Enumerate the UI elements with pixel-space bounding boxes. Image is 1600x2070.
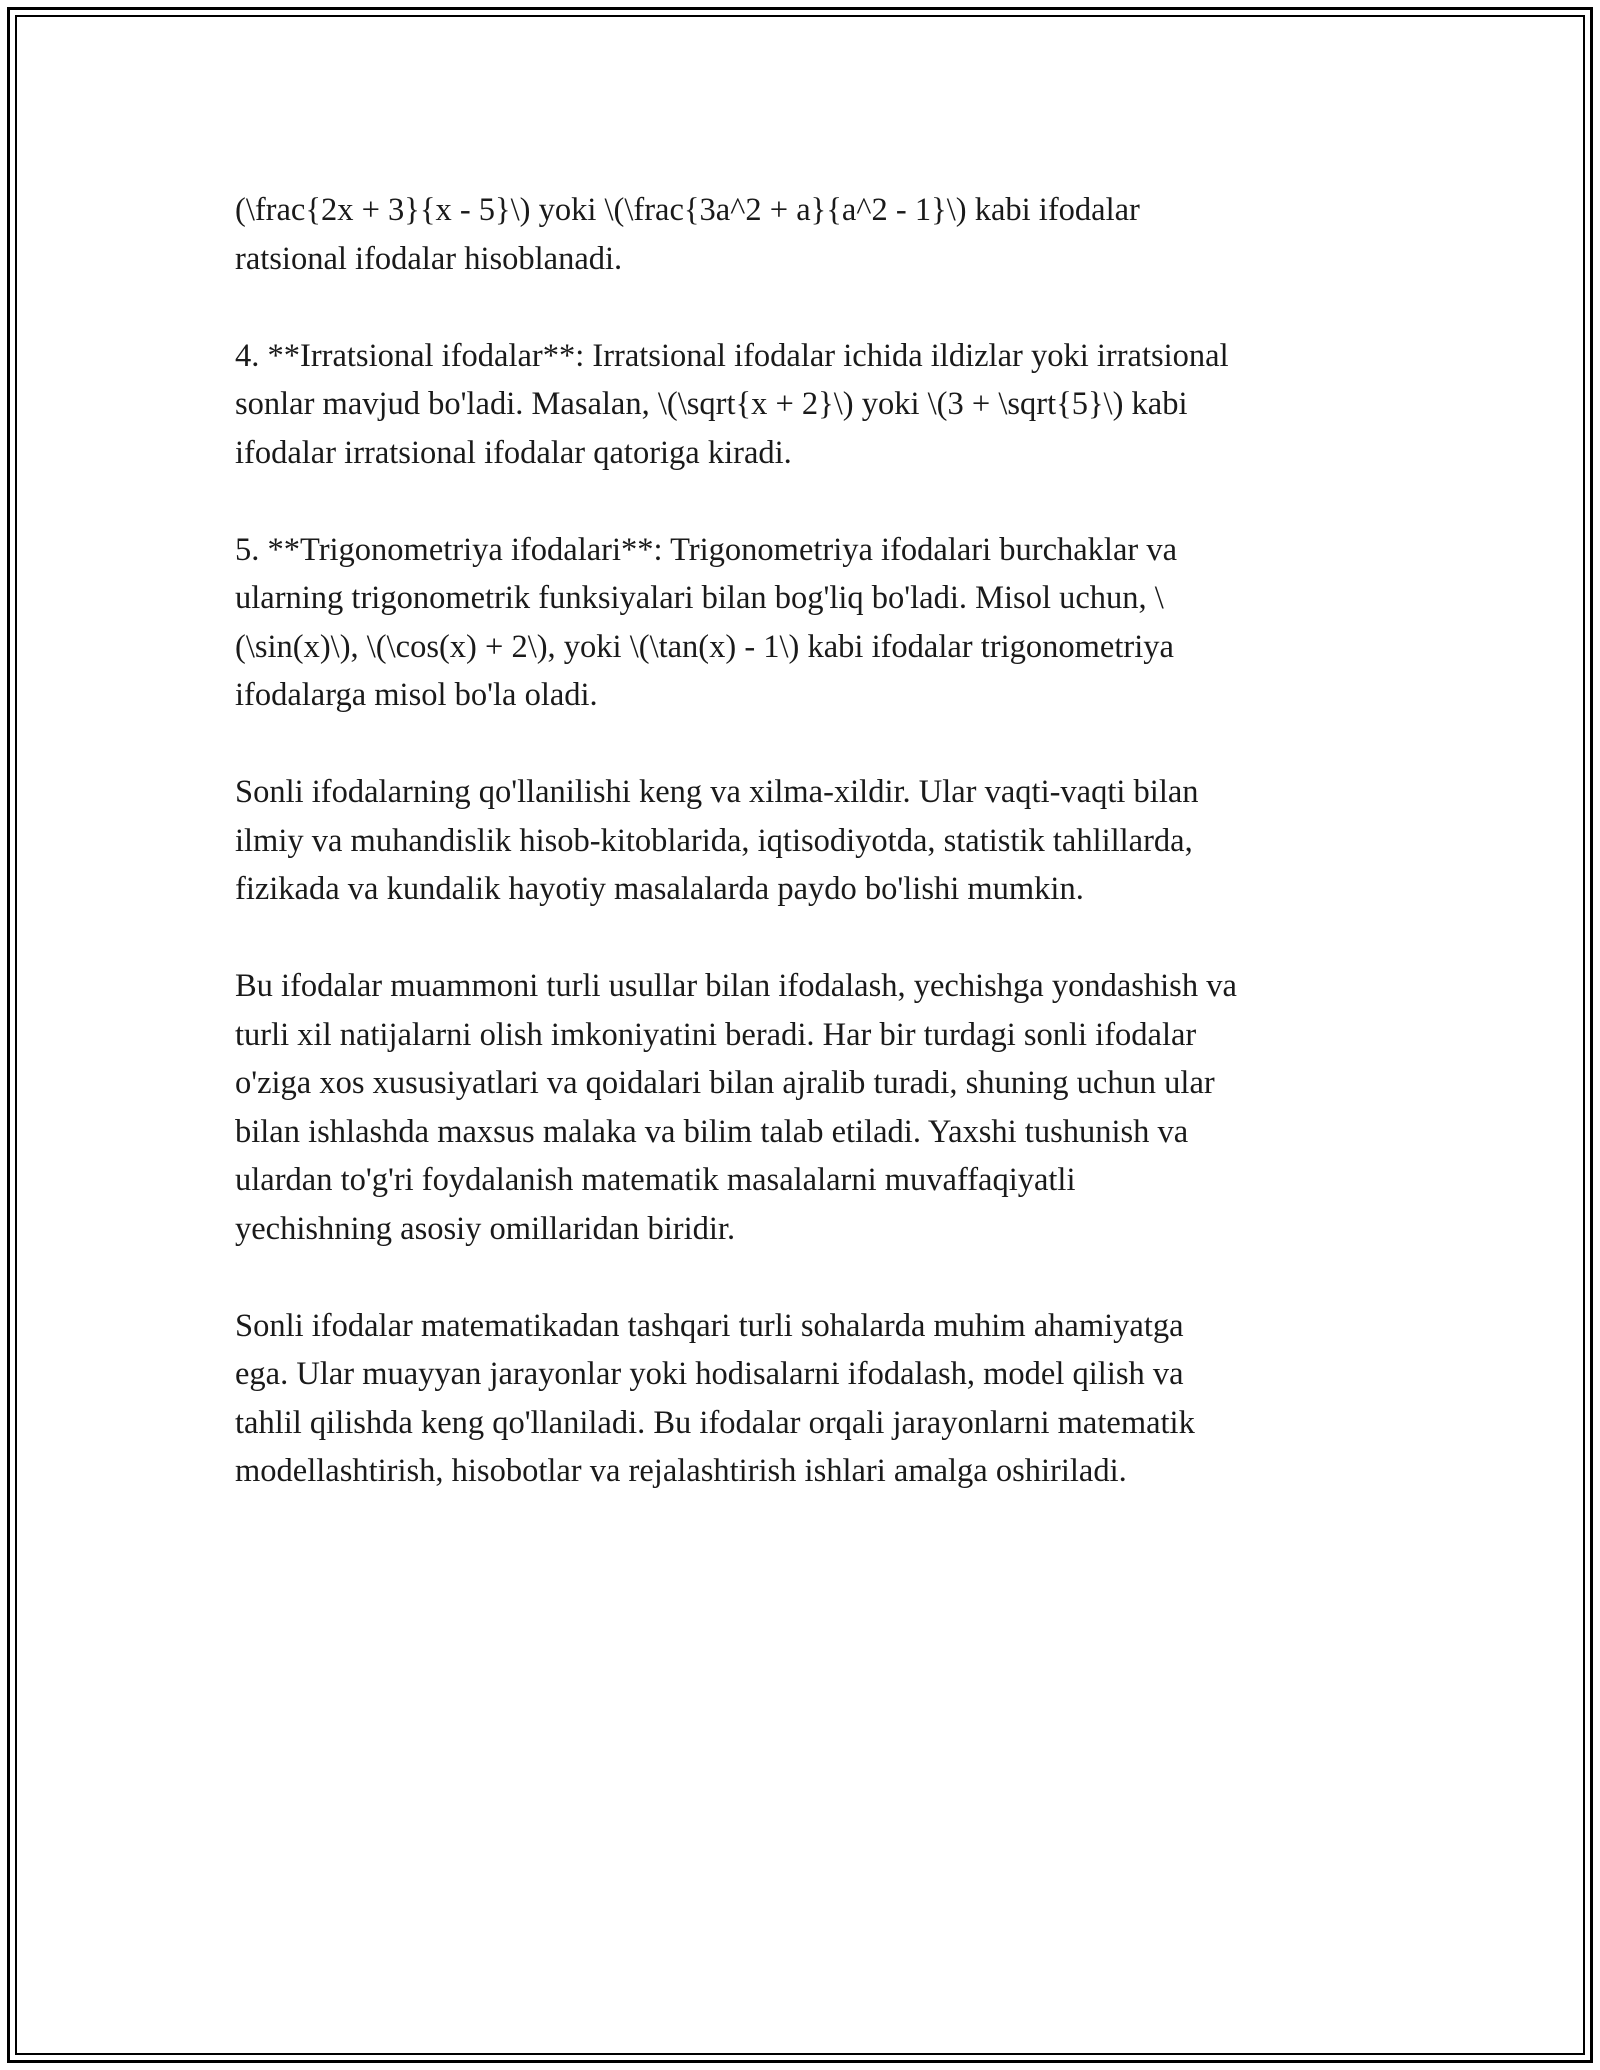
text-line: 4. **Irratsional ifodalar**: Irratsional ifodalar ichida ildizlar yoki irratsional xyxy=(235,337,1229,374)
text-line: ratsional ifodalar hisoblanadi. xyxy=(235,240,623,277)
text-line: Sonli ifodalarning qo'llanilishi keng va xilma-xildir. Ular vaqti-vaqti bilan xyxy=(235,774,1199,810)
text-line: Sonli ifodalar matematikadan tashqari turli sohalarda muhim ahamiyatga xyxy=(235,1307,1184,1344)
text-line: (\frac{2x + 3}{x - 5}\) yoki \(\frac{3a^2 + a}{a^2 - 1}\) kabi ifodalar xyxy=(235,192,1140,228)
text-line: sonlar mavjud bo'ladi. Masalan, \(\sqrt{x + 2}\) yoki \(3 + \sqrt{5}\) kabi xyxy=(235,386,1188,422)
text-line: o'ziga xos xususiyatlari va qoidalari bilan ajralib turadi, shuning uchun ular xyxy=(235,1065,1215,1101)
text-line: Bu ifodalar muammoni turli usullar bilan ifodalash, yechishga yondashish va xyxy=(235,968,1237,1004)
text-line: modellashtirish, hisobotlar va rejalashtirish ishlari amalga oshiriladi. xyxy=(235,1453,1127,1489)
paragraph-importance xyxy=(235,1302,1375,1496)
text-line: ularning trigonometrik funksiyalari bilan bog'liq bo'ladi. Misol uchun, \ xyxy=(235,580,1164,616)
text-line: ifodalarga misol bo'la oladi. xyxy=(235,677,598,713)
paragraph-irrational-expressions xyxy=(235,332,1375,478)
text-line: ilmiy va muhandislik hisob-kitoblarida, iqtisodiyotda, statistik tahlillarda, xyxy=(235,822,1193,859)
text-line: tahlil qilishda keng qo'llaniladi. Bu ifodalar orqali jarayonlarni matematik xyxy=(235,1404,1195,1441)
paragraph-approaches xyxy=(235,962,1375,1253)
text-line: ega. Ular muayyan jarayonlar yoki hodisalarni ifodalash, model qilish va xyxy=(235,1356,1184,1392)
text-line: ifodalar irratsional ifodalar qatoriga kiradi. xyxy=(235,434,792,471)
text-line: bilan ishlashda maxsus malaka va bilim talab etiladi. Yaxshi tushunish va xyxy=(235,1113,1189,1150)
paragraph-rational-examples xyxy=(235,186,1375,283)
text-line: yechishning asosiy omillaridan biridir. xyxy=(235,1210,736,1247)
document-body xyxy=(235,186,1375,1544)
paragraph-applications xyxy=(235,768,1375,914)
paragraph-trigonometric-expressions xyxy=(235,526,1375,720)
text-line: ulardan to'g'ri foydalanish matematik masalalarni muvaffaqiyatli xyxy=(235,1162,1076,1198)
text-line: turli xil natijalarni olish imkoniyatini beradi. Har bir turdagi sonli ifodalar xyxy=(235,1016,1197,1053)
text-line: 5. **Trigonometriya ifodalari**: Trigonometriya ifodalari burchaklar va xyxy=(235,531,1178,568)
text-line: (\sin(x)\), \(\cos(x) + 2\), yoki \(\tan(x) - 1\) kabi ifodalar trigonometriya xyxy=(235,628,1174,665)
text-line: fizikada va kundalik hayotiy masalalarda paydo bo'lishi mumkin. xyxy=(235,871,1084,907)
